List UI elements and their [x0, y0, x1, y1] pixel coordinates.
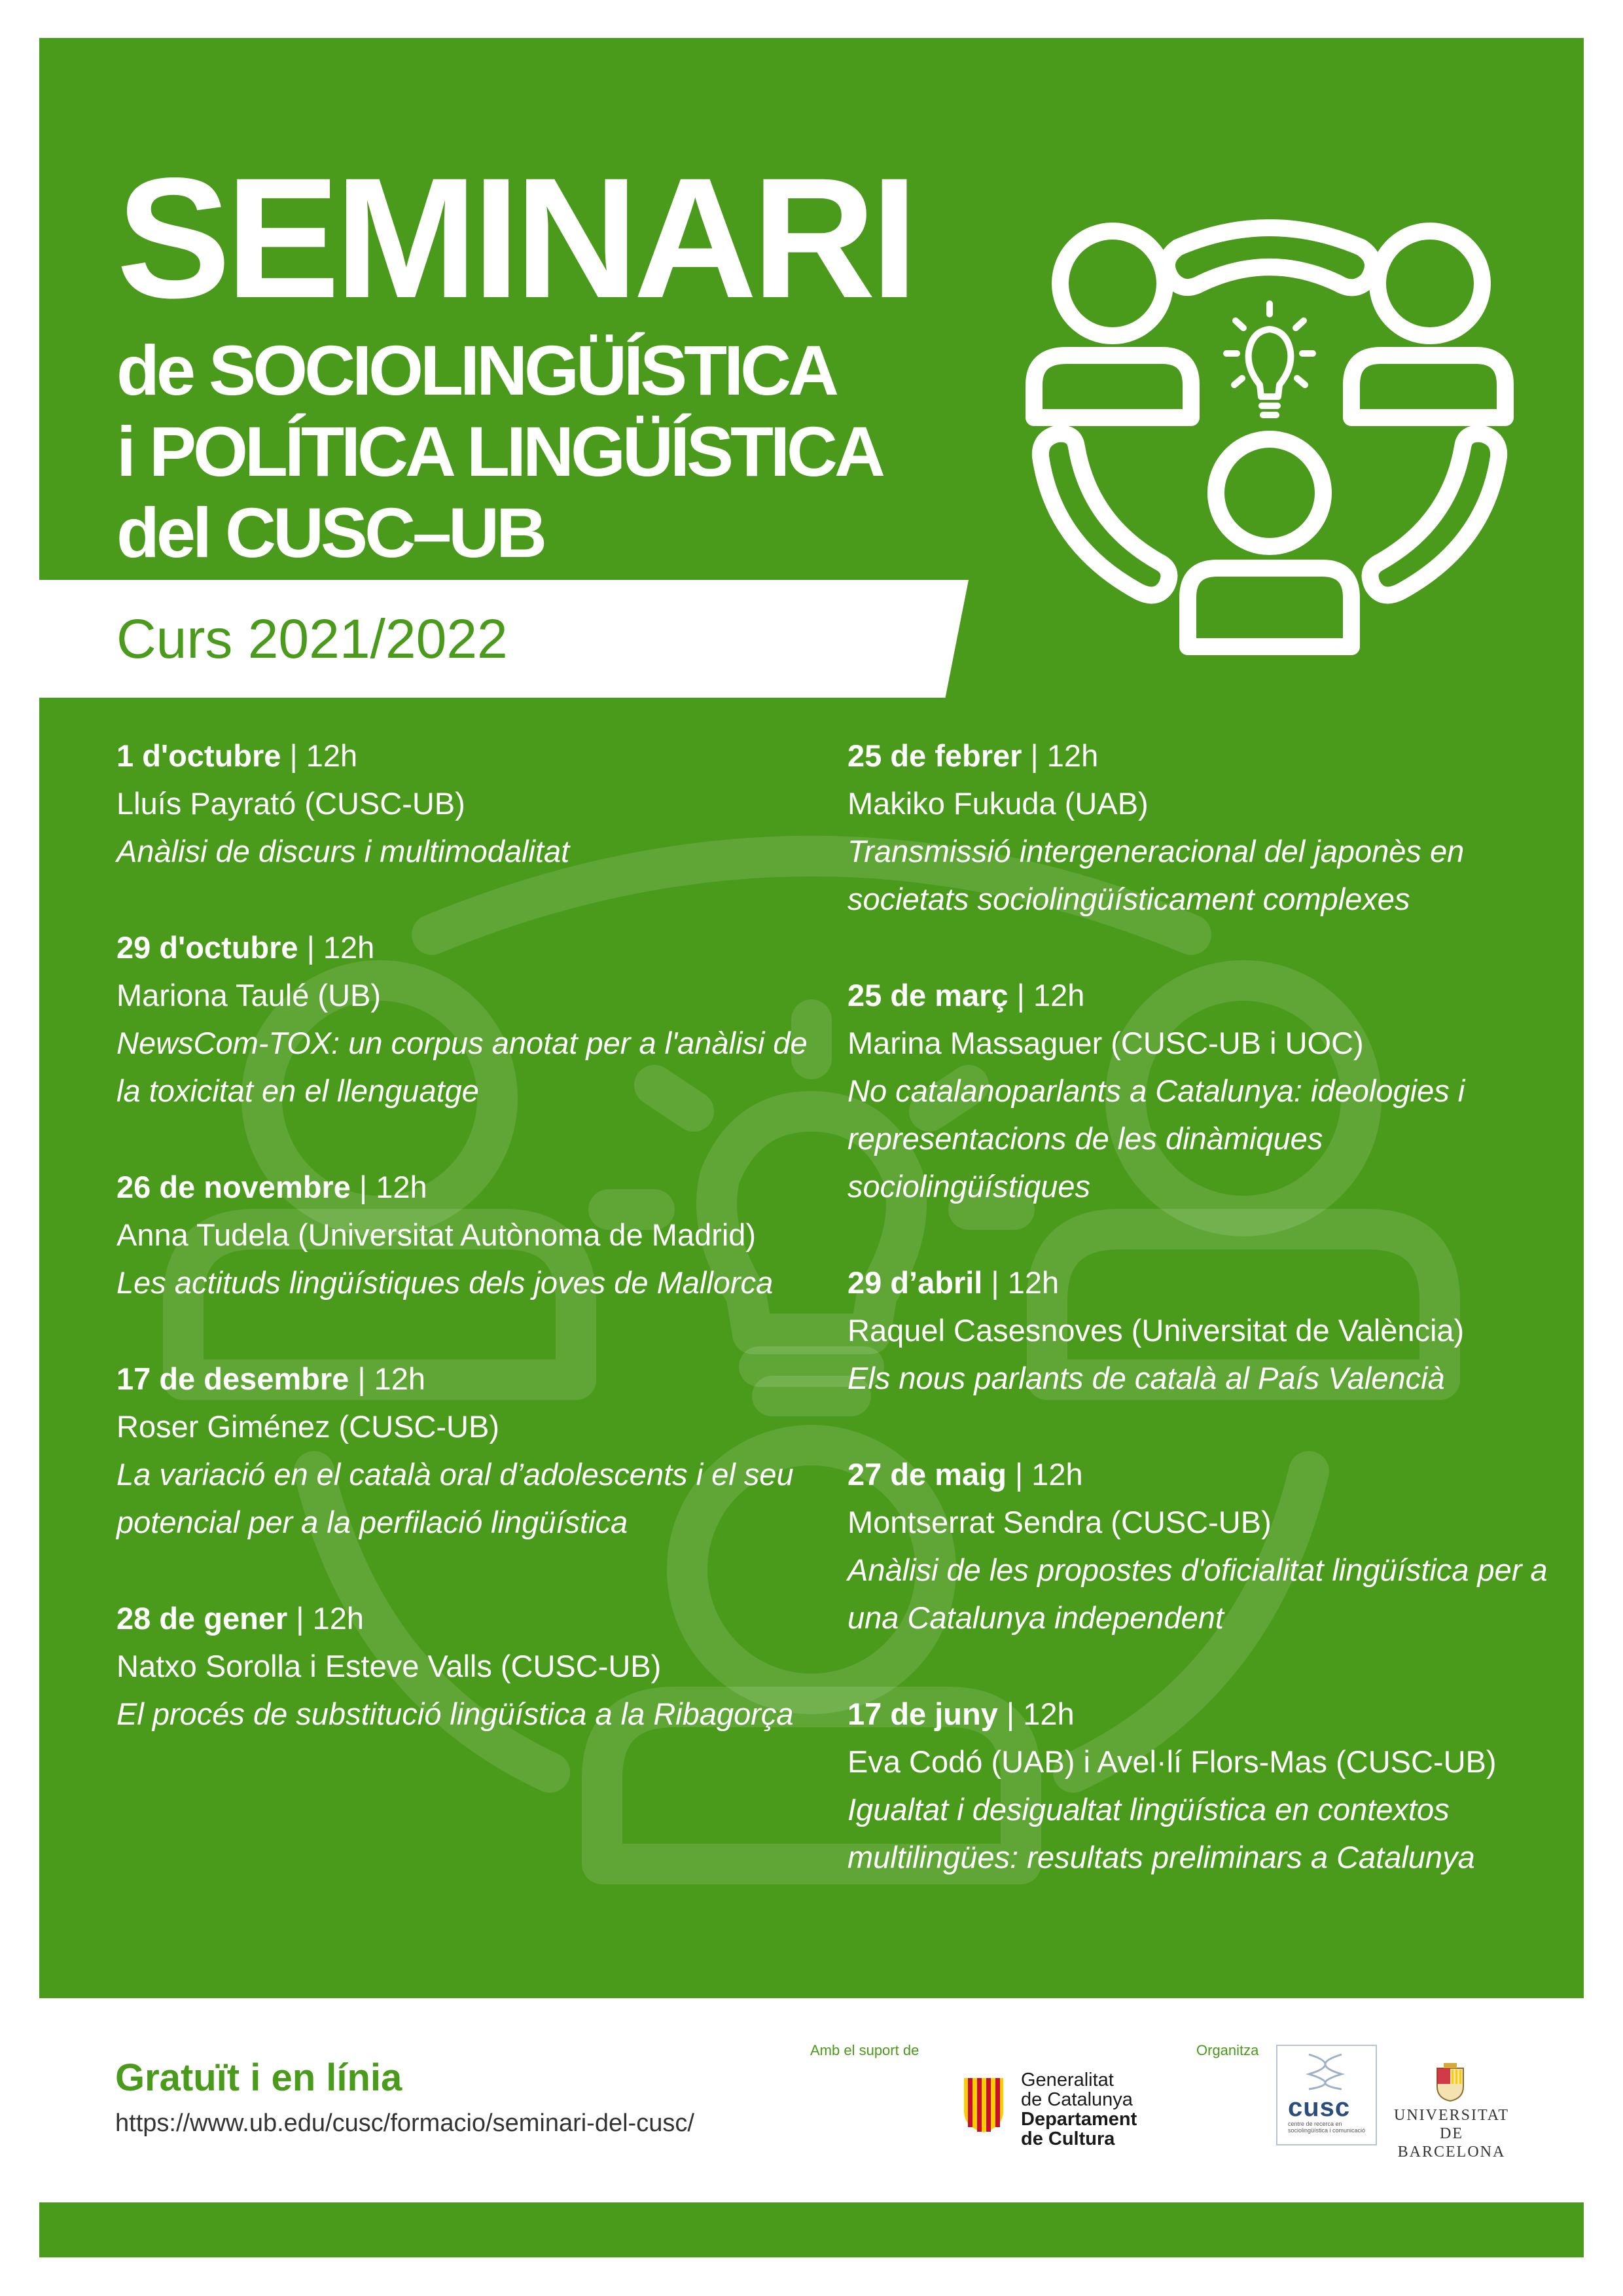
session-item: 28 de gener | 12h Natxo Sorolla i Esteve Valls (CUSC-UB) El procés de substitució lingüística a la Ribagorça	[116, 1594, 810, 1738]
session-speaker: Roser Giménez (CUSC-UB)	[116, 1409, 499, 1444]
session-speaker: Marina Massaguer (CUSC-UB i UOC)	[847, 1026, 1364, 1060]
session-speaker: Eva Codó (UAB) i Avel·lí Flors-Mas (CUSC-UB)	[847, 1744, 1497, 1779]
session-item: 17 de juny | 12h Eva Codó (UAB) i Avel·lí Flors-Mas (CUSC-UB) Igualtat i desigualtat lingüística en contextos multilingües: resultats preliminars a Catalunya	[847, 1690, 1554, 1881]
gencat-line-2: de Catalunya	[1021, 2089, 1133, 2110]
gencat-line-3: Departament	[1021, 2109, 1137, 2130]
session-topic: Les actituds lingüístiques dels joves de Mallorca	[116, 1265, 774, 1300]
session-time: 12h	[1023, 1696, 1075, 1731]
gencat-line-4: de Cultura	[1021, 2128, 1115, 2149]
session-date: 17 de desembre	[116, 1361, 349, 1396]
session-date: 28 de gener	[116, 1601, 288, 1636]
course-year: Curs 2021/2022	[116, 608, 508, 670]
gencat-logo	[961, 2075, 1007, 2134]
lightbulb-icon	[1226, 304, 1313, 415]
session-item: 25 de febrer | 12h Makiko Fukuda (UAB) Transmissió intergeneracional del japonès en societats sociolingüísticament complexes	[847, 732, 1554, 923]
session-time: 12h	[1007, 1265, 1060, 1300]
session-speaker: Raquel Casesnoves (Universitat de València)	[847, 1313, 1465, 1348]
session-date: 26 de novembre	[116, 1170, 351, 1204]
session-time: 12h	[323, 930, 375, 965]
session-topic: La variació en el català oral d’adolescents i el seu potencial per a la perfilació lingüística	[116, 1457, 794, 1539]
cusc-helix-icon	[1302, 2051, 1348, 2090]
session-topic: NewsCom-TOX: un corpus anotat per a l'anàlisi de la toxicitat en el llenguatge	[116, 1026, 808, 1108]
seminar-url-link[interactable]: https://www.ub.edu/cusc/formacio/seminari-del-cusc/	[115, 2109, 694, 2137]
subtitle-line-2: i POLÍTICA LINGÜÍSTICA	[116, 412, 882, 491]
session-date: 29 d’abril	[847, 1265, 983, 1300]
session-item: 25 de març | 12h Marina Massaguer (CUSC-UB i UOC) No catalanoparlants a Catalunya: ideologies i representacions de les dinàmiques sociolingüístiques	[847, 971, 1554, 1210]
sessions-left-column	[116, 732, 810, 1786]
session-time: 12h	[376, 1170, 427, 1204]
session-topic: Igualtat i desigualtat lingüística en contextos multilingües: resultats preliminars a Catalunya	[847, 1792, 1475, 1874]
session-speaker: Lluís Payrató (CUSC-UB)	[116, 786, 465, 821]
session-topic: Els nous parlants de català al País Valencià	[847, 1361, 1445, 1395]
session-speaker: Makiko Fukuda (UAB)	[847, 786, 1149, 821]
seminar-subtitle	[116, 330, 882, 573]
cusc-name: cusc	[1288, 2093, 1351, 2122]
ub-line-1: UNIVERSITAT DE	[1394, 2107, 1510, 2142]
ub-line-2: BARCELONA	[1397, 2144, 1506, 2161]
subtitle-line-1: de SOCIOLINGÜÍSTICA	[116, 331, 836, 410]
session-topic: No catalanoparlants a Catalunya: ideologies i representacions de les dinàmiques sociolingüístiques	[847, 1073, 1465, 1204]
sessions-right-column	[847, 732, 1554, 1929]
session-speaker: Mariona Taulé (UB)	[116, 978, 382, 1013]
poster-panel	[39, 38, 1584, 1998]
session-time: 12h	[306, 738, 358, 773]
session-topic: Anàlisi de discurs i multimodalitat	[116, 834, 570, 869]
ub-text	[1394, 2106, 1509, 2161]
session-date: 27 de maig	[847, 1457, 1007, 1492]
session-time: 12h	[374, 1361, 426, 1396]
session-topic: El procés de substitució lingüística a la Ribagorça	[116, 1696, 794, 1731]
session-topic: Transmissió intergeneracional del japonès en societats sociolingüísticament complexes	[847, 834, 1465, 916]
session-time: 12h	[312, 1601, 364, 1636]
bottom-bar	[39, 2202, 1584, 2257]
cusc-description: centre de recerca en sociolingüística i comunicació	[1288, 2121, 1366, 2134]
session-date: 25 de març	[847, 978, 1008, 1013]
session-time: 12h	[1033, 978, 1085, 1013]
session-speaker: Anna Tudela (Universitat Autònoma de Madrid)	[116, 1217, 757, 1252]
session-date: 25 de febrer	[847, 738, 1022, 773]
session-topic: Anàlisi de les propostes d'oficialitat lingüística per a una Catalunya independent	[847, 1552, 1548, 1635]
session-time: 12h	[1046, 738, 1099, 773]
session-item: 29 d’abril | 12h Raquel Casesnoves (Universitat de València) Els nous parlants de català al País Valencià	[847, 1259, 1554, 1402]
free-online-label: Gratuït i en línia	[115, 2056, 402, 2099]
session-item: 1 d'octubre | 12h Lluís Payrató (CUSC-UB) Anàlisi de discurs i multimodalitat	[116, 732, 810, 875]
session-time: 12h	[1031, 1457, 1083, 1492]
session-item: 29 d'octubre | 12h Mariona Taulé (UB) NewsCom-TOX: un corpus anotat per a l'anàlisi de la toxicitat en el llenguatge	[116, 924, 810, 1115]
support-label: Amb el suport de	[810, 2042, 919, 2058]
ub-seal	[1435, 2062, 1466, 2102]
subtitle-line-3: del CUSC–UB	[116, 493, 544, 572]
gencat-text	[1021, 2070, 1137, 2149]
people-network-icon	[1014, 169, 1525, 666]
session-date: 29 d'octubre	[116, 930, 298, 965]
session-item: 26 de novembre | 12h Anna Tudela (Universitat Autònoma de Madrid) Les actituds lingüístiques dels joves de Mallorca	[116, 1163, 810, 1306]
session-date: 17 de juny	[847, 1696, 998, 1731]
gencat-line-1: Generalitat	[1021, 2070, 1114, 2090]
session-date: 1 d'octubre	[116, 738, 281, 773]
seminar-title: SEMINARI	[116, 142, 913, 334]
session-speaker: Montserrat Sendra (CUSC-UB)	[847, 1505, 1272, 1539]
session-item: 17 de desembre | 12h Roser Giménez (CUSC-UB) La variació en el català oral d’adolescents i el seu potencial per a la perfilació lingüística	[116, 1355, 810, 1546]
organizer-label: Organitza	[1196, 2042, 1259, 2058]
session-speaker: Natxo Sorolla i Esteve Valls (CUSC-UB)	[116, 1649, 662, 1683]
session-item: 27 de maig | 12h Montserrat Sendra (CUSC-UB) Anàlisi de les propostes d'oficialitat lingüística per a una Catalunya independent	[847, 1450, 1554, 1641]
